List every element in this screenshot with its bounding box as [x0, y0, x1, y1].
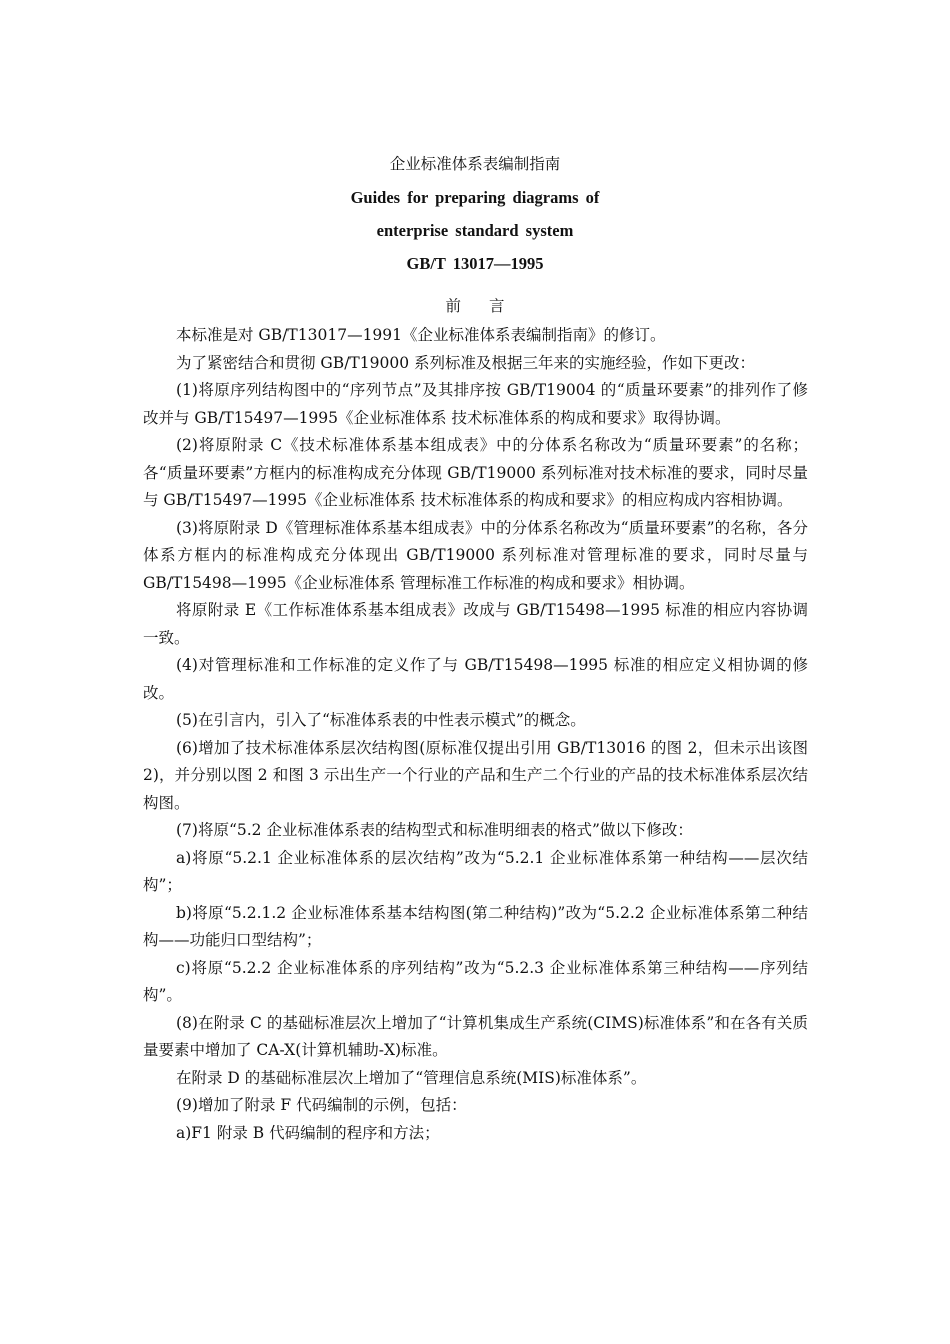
paragraph: b)将原“5.2.1.2 企业标准体系基本结构图(第二种结构)”改为“5.2.2 企业标准体系第二种结构——功能归口型结构”；	[143, 903, 808, 949]
title-block	[0, 148, 950, 280]
paragraph: (2)将原附录 C《技术标准体系基本组成表》中的分体系名称改为“质量环要素”的名称；各“质量环要素”方框内的标准构成充分体现 GB/T19000 系列标准对技术标准的要求，同时尽量与 GB/T15497—1995《企业标准体系 技术标准体系的构成和要求》的相应构成内容相协调。	[143, 436, 808, 509]
paragraph: (7)将原“5.2 企业标准体系表的结构型式和标准明细表的格式”做以下修改：	[176, 821, 693, 839]
paragraph: 本标准是对 GB/T13017—1991《企业标准体系表编制指南》的修订。	[176, 326, 666, 344]
document-title-english-line-2: enterprise standard system	[376, 221, 574, 240]
paragraph: 在附录 D 的基础标准层次上增加了“管理信息系统(MIS)标准体系”。	[176, 1068, 647, 1087]
standard-number: GB/T 13017—1995	[406, 254, 544, 273]
paragraph: (8)在附录 C 的基础标准层次上增加了“计算机集成生产系统(CIMS)标准体系”和在各有关质量要素中增加了 CA-X(计算机辅助-X)标准。	[143, 1013, 808, 1059]
foreword-heading: 前言	[445, 297, 533, 315]
paragraph: c)将原“5.2.2 企业标准体系的序列结构”改为“5.2.3 企业标准体系第三种结构——序列结构”。	[143, 958, 808, 1004]
paragraph: a)F1 附录 B 代码编制的程序和方法；	[176, 1123, 440, 1142]
paragraph: (1)将原序列结构图中的“序列节点”及其排序按 GB/T19004 的“质量环要素”的排列作了修改并与 GB/T15497—1995《企业标准体系 技术标准体系的构成和要求》取得协调。	[143, 381, 808, 427]
paragraph: (5)在引言内，引入了“标准体系表的中性表示模式”的概念。	[176, 711, 586, 729]
paragraph: 将原附录 E《工作标准体系基本组成表》改成与 GB/T15498—1995 标准的相应内容协调一致。	[143, 601, 808, 647]
paragraph: (3)将原附录 D《管理标准体系基本组成表》中的分体系名称改为“质量环要素”的名称，各分体系方框内的标准构成充分体现出 GB/T19000 系列标准对管理标准的要求，同时尽量与 GB/T15498—1995《企业标准体系 管理标准工作标准的构成和要求》相协调。	[143, 518, 808, 592]
foreword-body	[143, 322, 808, 1147]
paragraph: 为了紧密结合和贯彻 GB/T19000 系列标准及根据三年来的实施经验，作如下更改：	[176, 353, 755, 372]
paragraph: a)将原“5.2.1 企业标准体系的层次结构”改为“5.2.1 企业标准体系第一种结构——层次结构”；	[143, 848, 808, 894]
document-title-english-line-1: Guides for preparing diagrams of	[350, 188, 600, 207]
paragraph: (6)增加了技术标准体系层次结构图(原标准仅提出引用 GB/T13016 的图 2，但未示出该图 2)，并分别以图 2 和图 3 示出生产一个行业的产品和生产二个行业的产品的技术标准体系层次结构图。	[143, 738, 808, 812]
paragraph: (9)增加了附录 F 代码编制的示例，包括：	[176, 1096, 467, 1114]
paragraph: (4)对管理标准和工作标准的定义作了与 GB/T15498—1995 标准的相应定义相协调的修改。	[143, 656, 808, 702]
document-title-chinese: 企业标准体系表编制指南	[389, 155, 561, 173]
